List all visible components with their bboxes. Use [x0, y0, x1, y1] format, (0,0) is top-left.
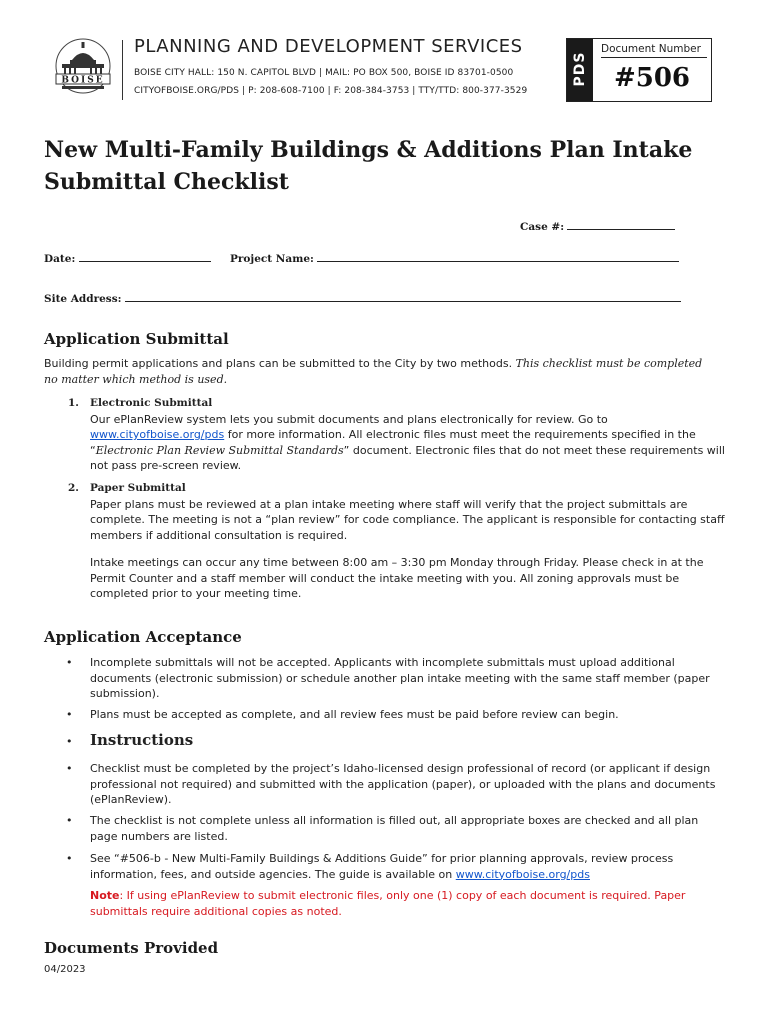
pds-website-link[interactable]: www.cityofboise.org/pds [90, 428, 225, 441]
boise-capitol-logo-icon [52, 38, 114, 98]
address-line: BOISE CITY HALL: 150 N. CAPITOL BLVD | MAIL: PO BOX 500, BOISE ID 83701-0500 [134, 68, 514, 78]
list-item-number: 2. [68, 482, 79, 494]
acceptance-bullet-text: Plans must be accepted as complete, and all review fees must be paid before review can begin. [90, 708, 619, 721]
date-label: Date: [44, 253, 76, 265]
bullet-icon: • [66, 814, 73, 827]
acceptance-bullet-text: Incomplete submittals will not be accepted. Applicants with incomplete submittals must upload additional documents (electronic submission) or schedule another plan intake meeting with the same staff member (paper submission). [90, 656, 710, 700]
pds-tab [567, 39, 593, 101]
intro-plain-text: Building permit applications and plans can be submitted to the City by two methods. [44, 357, 516, 370]
pds-tab-label: PDS [572, 51, 588, 87]
application-acceptance-heading: Application Acceptance [44, 628, 242, 646]
site-address-field[interactable] [44, 290, 681, 305]
document-number-box [566, 38, 712, 102]
electronic-text-2: for more information. All electronic files must meet the requirements specified in the “ [90, 428, 696, 457]
project-name-input-line[interactable] [317, 250, 679, 262]
application-submittal-intro [44, 356, 704, 387]
bullet-icon: • [66, 735, 73, 748]
application-submittal-heading: Application Submittal [44, 330, 229, 348]
instructions-bullet-text [90, 851, 726, 919]
bullet-icon: • [66, 852, 73, 865]
intro-italic-text: This checklist must be completed no matter which method is used. [44, 357, 703, 386]
list-item-title: Paper Submittal [90, 482, 186, 494]
project-name-field[interactable] [230, 250, 679, 265]
guide-reference-text: See “#506-b - New Multi-Family Buildings & Additions Guide” for prior planning approvals, review process information, fees, and outside agencies. The guide is available on [90, 852, 674, 881]
electronic-text-1: Our ePlanReview system lets you submit documents and plans electronically for review. Go to [90, 412, 608, 426]
bullet-icon: • [66, 762, 73, 775]
list-item-number: 1. [68, 397, 79, 409]
documents-provided-heading: Documents Provided [44, 939, 219, 957]
contact-line: CITYOFBOISE.ORG/PDS | P: 208-608-7100 | F: 208-384-3753 | TTY/TTD: 800-377-3529 [134, 86, 528, 96]
document-number-value: #506 [613, 63, 691, 93]
electronic-text-3: ” document. Electronic files that do not meet these requirements will not pass pre-screen review. [90, 443, 725, 472]
note-text: : If using ePlanReview to submit electronic files, only one (1) copy of each document is required. Paper submittals require additional copies as noted. [90, 889, 686, 918]
submittal-standards-doc-name: Electronic Plan Review Submittal Standards [95, 443, 344, 457]
logo-wordmark: BOISE [61, 75, 105, 86]
instructions-bullet-text: Checklist must be completed by the project’s Idaho-licensed design professional of record (or applicant if design professional not required) and submitted with the application (paper), or uploaded with the plans and documents (ePlanReview). [90, 762, 716, 806]
page-header [0, 0, 770, 110]
bullet-icon: • [66, 656, 73, 669]
paper-text-1: Paper plans must be reviewed at a plan intake meeting where staff will verify that the project submittals are complete. The meeting is not a “plan review” for code compliance. The applicant is responsible for contacting staff members if additional consultation is required. [90, 497, 725, 542]
header-divider [122, 40, 123, 100]
site-address-label: Site Address: [44, 293, 122, 305]
project-name-label: Project Name: [230, 253, 314, 265]
date-input-line[interactable] [79, 250, 211, 262]
date-field[interactable] [44, 250, 211, 265]
note-label: Note [90, 889, 120, 902]
document-number-label: Document Number [601, 43, 707, 58]
case-number-label: Case #: [520, 221, 565, 233]
bullet-icon: • [66, 708, 73, 721]
org-name: PLANNING AND DEVELOPMENT SERVICES [134, 36, 523, 57]
note-paragraph [90, 888, 726, 919]
case-number-field[interactable] [520, 218, 675, 233]
guide-website-link[interactable]: www.cityofboise.org/pds [455, 867, 590, 881]
site-address-input-line[interactable] [125, 290, 681, 302]
list-item-title: Electronic Submittal [90, 397, 213, 409]
case-number-input-line[interactable] [567, 218, 675, 230]
page-title: New Multi-Family Buildings & Additions Plan Intake Submittal Checklist [44, 137, 693, 195]
instructions-bullet-text: The checklist is not complete unless all information is filled out, all appropriate boxes are checked and all plan page numbers are listed. [90, 814, 699, 843]
revision-date: 04/2023 [44, 964, 86, 975]
instructions-heading: Instructions [90, 731, 194, 749]
paper-text-2: Intake meetings can occur any time between 8:00 am – 3:30 pm Monday through Friday. Please check in at the Permit Counter and a staff member will conduct the intake meeting with you. All zoning approvals must be completed prior to your meeting time. [90, 556, 704, 600]
